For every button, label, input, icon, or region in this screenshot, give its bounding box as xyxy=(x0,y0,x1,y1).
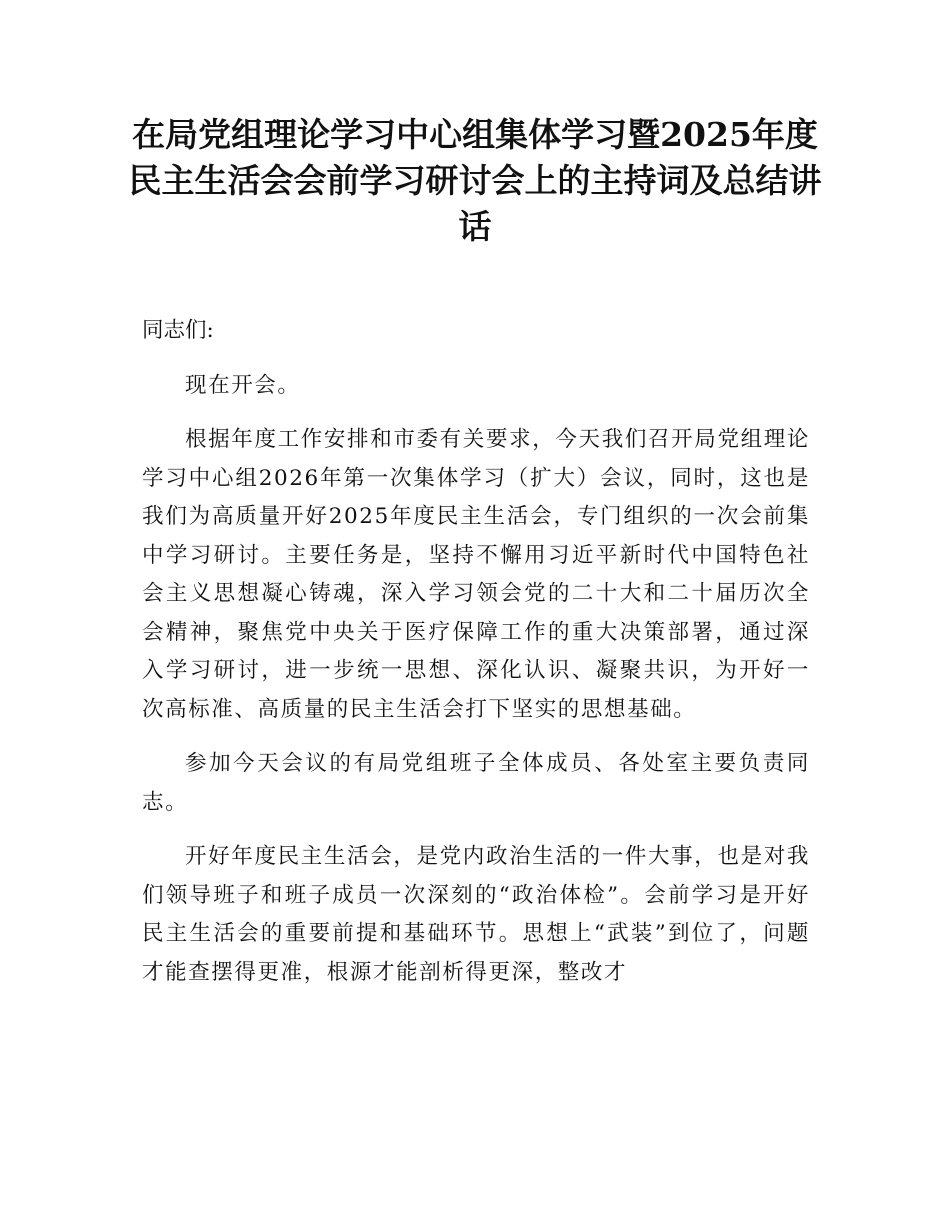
paragraph-opening: 现在开会。 xyxy=(185,372,301,398)
paragraph-purpose: 根据年度工作安排和市委有关要求，今天我们召开局党组理论学习中心组2026年第一次集体学习（扩大）会议，同时，这也是我们为高质量开好2025年度民主生活会，专门组织的一次会前集中学习研讨。主要任务是，坚持不懈用习近平新时代中国特色社会主义思想凝心铸魂，深入学习领会党的二十大和二十届历次全会精神，聚焦党中央关于医疗保障工作的重大决策部署，通过深入学习研讨，进一步统一思想、深化认识、凝聚共识，为开好一次高标准、高质量的民主生活会打下坚实的思想基础。 xyxy=(142,427,810,722)
paragraph-attendees: 参加今天会议的有局党组班子全体成员、各处室主要负责同志。 xyxy=(142,751,810,815)
paragraph-significance: 开好年度民主生活会，是党内政治生活的一件大事，也是对我们领导班子和班子成员一次深刻的“政治体检”。会前学习是开好民主生活会的重要前提和基础环节。思想上“武装”到位了，问题才能查摆得更准，根源才能剖析得更深，整改才 xyxy=(142,844,810,985)
document-title: 在局党组理论学习中心组集体学习暨2025年度民主生活会会前学习研讨会上的主持词及总结讲话 xyxy=(128,115,822,246)
salutation: 同志们: xyxy=(142,318,214,343)
document-body xyxy=(142,312,810,1008)
